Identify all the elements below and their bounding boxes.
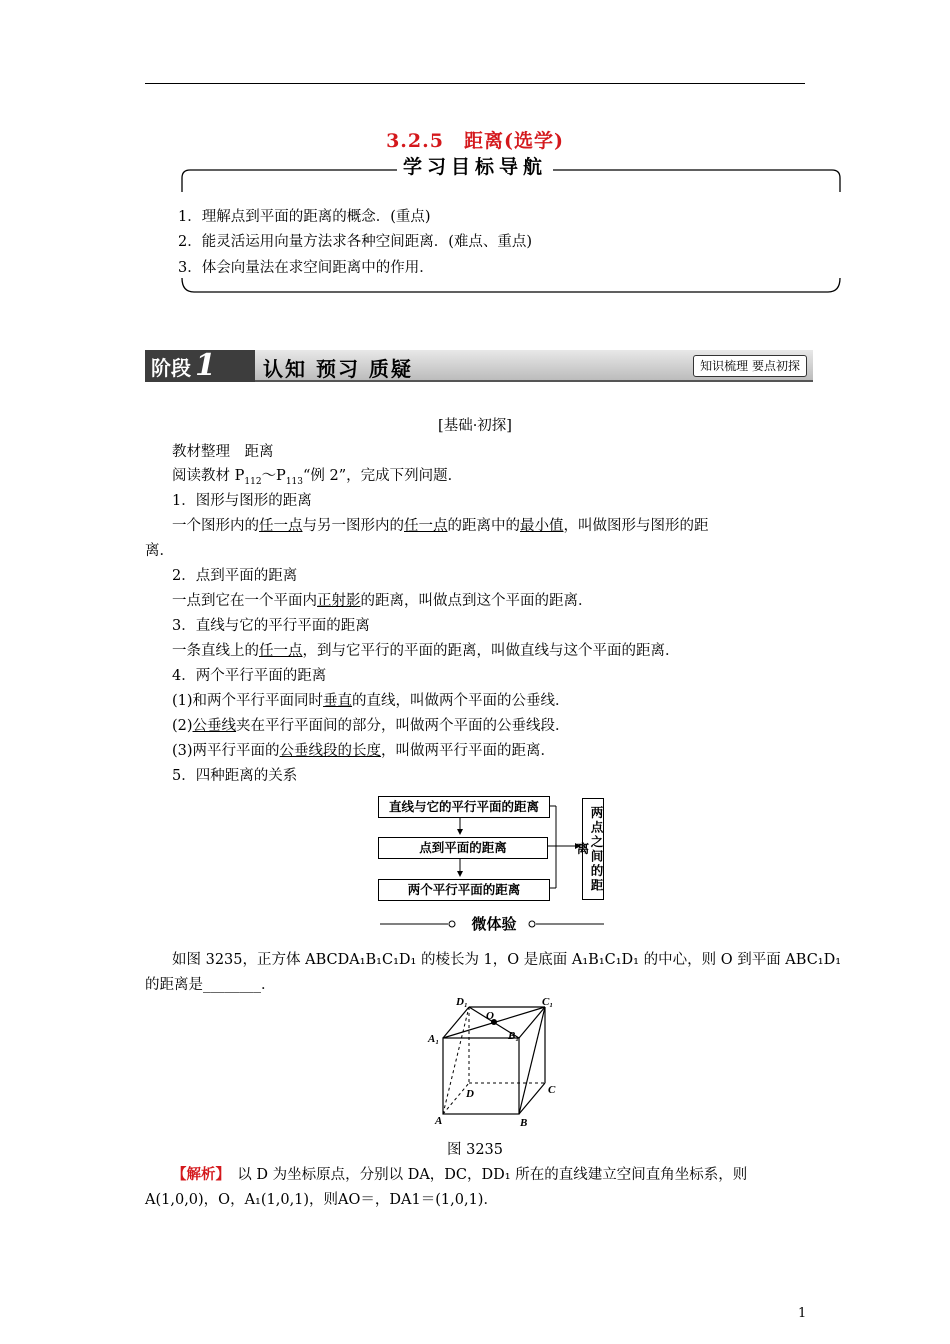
objective-3: 3．体会向量法在求空间距离中的作用．: [178, 260, 434, 276]
page-number: 1: [798, 1306, 807, 1321]
stage-heading: 认知 预习 质疑: [263, 357, 413, 381]
section-3-title: 3．直线与它的平行平面的距离: [172, 618, 370, 634]
reading-line: 阅读教材 $P_{112}\sim P_{113}“$例 2”，完成下列问题．: [172, 468, 463, 487]
micro-title: 微体验: [471, 915, 517, 933]
section-2-title: 2．点到平面的距离: [172, 568, 298, 584]
section-1-body: 一个图形内的任一点与另一图形内的任一点的距离中的最小值，叫做图形与图形的距: [172, 518, 709, 534]
section-1-cont: 离．: [145, 543, 174, 559]
objective-2: 2．能灵活运用向量方法求各种空间距离．(难点、重点): [178, 234, 533, 250]
subhead: [基础·初探]: [438, 418, 512, 434]
stage-number: 1: [195, 348, 216, 383]
material-heading: 教材整理 距离: [172, 444, 274, 460]
svg-text:D: D: [466, 1088, 474, 1100]
diagram-box-parallel-planes: 两个平行平面的距离: [378, 879, 550, 901]
svg-text:A₁: A₁: [428, 1033, 440, 1045]
stage-label: 阶段 1: [145, 350, 255, 382]
figure-caption: 图 3235: [446, 1142, 503, 1158]
stage-bar: [145, 350, 813, 382]
section-4-item-1: (1)和两个平行平面同时垂直的直线，叫做两个平面的公垂线．: [172, 693, 570, 709]
section-1-title: 1．图形与图形的距离: [172, 493, 312, 509]
solution-line-1: 【解析】 以 D 为坐标原点，分别以 DA，DC，DD₁ 所在的直线建立空间直角坐标系，则: [172, 1166, 748, 1183]
svg-text:C₁: C₁: [542, 996, 554, 1008]
nav-title: 学习目标导航: [0, 152, 950, 179]
svg-text:B: B: [520, 1117, 528, 1129]
cube-figure: [420, 995, 580, 1135]
diagram-box-point-plane: 点到平面的距离: [378, 837, 548, 859]
section-3-body: 一条直线上的任一点，到与它平行的平面的距离，叫做直线与这个平面的距离．: [172, 643, 680, 659]
svg-text:D₁: D₁: [456, 996, 468, 1008]
problem-line-2: 的距离是________．: [145, 977, 276, 993]
section-4-title: 4．两个平行平面的距离: [172, 668, 327, 684]
diagram-box-line-plane: 直线与它的平行平面的距离: [378, 796, 550, 818]
header-rule: [145, 83, 805, 84]
diagram-box-two-points: 两点之间的距离: [582, 798, 604, 900]
problem-line-1: 如图 3235，正方体 ABCDA₁B₁C₁D₁ 的棱长为 1，O 是底面 A₁B₁C₁D₁ 的中心，则 O 到平面 ABC₁D₁: [172, 952, 842, 968]
section-title: 3.2.5 距离(选学): [386, 130, 564, 152]
stage-tag: 知识梳理 要点初探: [693, 355, 807, 377]
objective-1: 1．理解点到平面的距离的概念．(重点): [178, 209, 431, 225]
svg-text:A: A: [435, 1115, 443, 1127]
svg-text:B₁: B₁: [508, 1030, 520, 1042]
svg-text:C: C: [548, 1084, 556, 1096]
section-2-body: 一点到它在一个平面内正射影的距离，叫做点到这个平面的距离．: [172, 593, 593, 609]
solution-line-2: A(1,0,0)，O，A₁(1,0,1)，则AO＝，DA1＝(1,0,1)．: [145, 1192, 498, 1208]
section-5-title: 5．四种距离的关系: [172, 768, 298, 784]
svg-text:O: O: [486, 1010, 494, 1022]
solution-tag: 【解析】: [172, 1166, 223, 1183]
section-4-item-3: (3)两平行平面的公垂线段的长度，叫做两平行平面的距离．: [172, 743, 556, 759]
section-4-item-2: (2)公垂线夹在平行平面间的部分，叫做两个平面的公垂线段．: [172, 718, 570, 734]
